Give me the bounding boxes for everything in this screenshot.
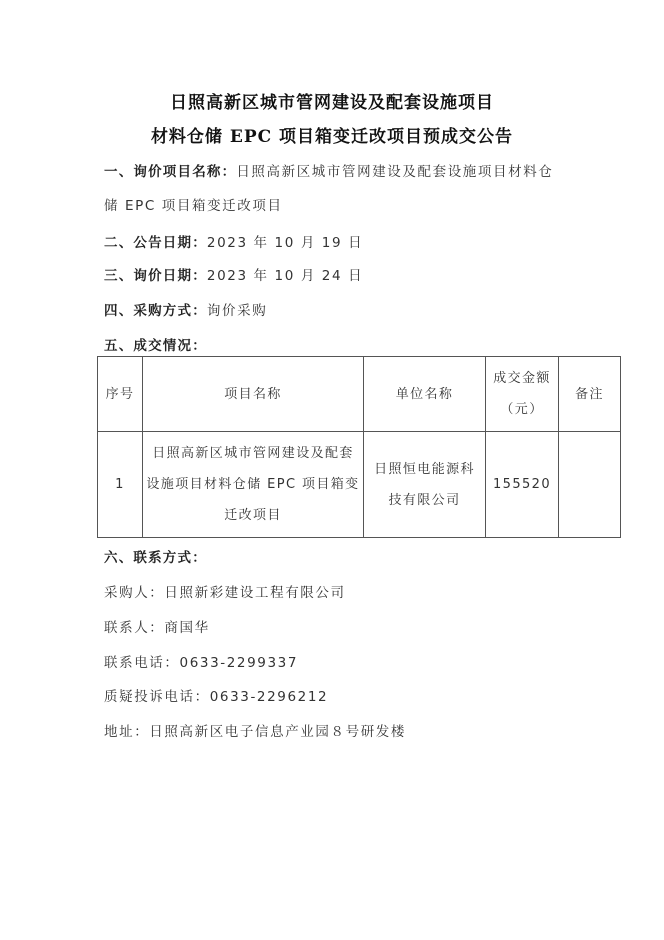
title-line-1: 日照高新区城市管网建设及配套设施项目 <box>170 93 494 113</box>
inquiry-name-continuation: 储 EPC 项目箱变迁改项目 <box>104 198 283 214</box>
cell-project-line2: 设施项目材料仓储 EPC 项目箱变 <box>146 477 360 492</box>
header-company: 单位名称 <box>364 357 486 432</box>
inquiry-date-value: 2023 年 10 月 24 日 <box>206 268 364 284</box>
header-amount <box>486 357 559 432</box>
header-index: 序号 <box>98 357 143 432</box>
phone-line: 联系电话：0633-2299337 <box>104 655 299 671</box>
deal-table <box>97 356 621 538</box>
contact-person-line: 联系人：商国华 <box>104 620 210 636</box>
cell-company <box>364 432 486 538</box>
contact-section-row <box>104 546 207 566</box>
inquiry-name-label: 一、询价项目名称： <box>104 164 237 180</box>
cell-project-name <box>143 432 364 538</box>
table-row <box>98 432 621 538</box>
header-remark: 备注 <box>559 357 621 432</box>
contact-section-label: 六、联系方式： <box>104 550 207 566</box>
inquiry-date-label: 三、询价日期： <box>104 268 207 284</box>
announce-date-label: 二、公告日期： <box>104 235 207 251</box>
deal-section-row <box>104 334 207 354</box>
header-project-name: 项目名称 <box>143 357 364 432</box>
inquiry-name-row <box>104 160 553 180</box>
cell-amount: 155520 <box>486 432 559 538</box>
cell-company-line1: 日照恒电能源科 <box>374 461 475 477</box>
inquiry-name-value: 日照高新区城市管网建设及配套设施项目材料仓 <box>236 164 554 180</box>
complaint-phone-line: 质疑投诉电话：0633-2296212 <box>104 689 329 705</box>
announce-date-row <box>104 231 363 251</box>
cell-project-line3: 迁改项目 <box>224 508 282 523</box>
purchaser-line: 采购人：日照新彩建设工程有限公司 <box>104 585 346 601</box>
header-amount-line2: （元） <box>500 402 544 417</box>
address-line: 地址：日照高新区电子信息产业园８号研发楼 <box>104 724 406 740</box>
purchase-method-value: 询价采购 <box>206 303 268 319</box>
purchase-method-label: 四、采购方式： <box>104 303 207 319</box>
inquiry-date-row <box>104 264 363 284</box>
purchase-method-row <box>104 299 267 319</box>
header-amount-line1: 成交金额 <box>493 371 551 386</box>
title-line-2: 材料仓储 EPC 项目箱变迁改项目预成交公告 <box>150 127 514 147</box>
announce-date-value: 2023 年 10 月 19 日 <box>206 235 364 251</box>
cell-company-line2: 技有限公司 <box>388 492 461 508</box>
table-header-row <box>98 357 621 432</box>
deal-section-label: 五、成交情况： <box>104 338 207 354</box>
cell-project-line1: 日照高新区城市管网建设及配套 <box>152 446 354 461</box>
cell-remark <box>559 432 621 538</box>
cell-index: 1 <box>98 432 143 538</box>
